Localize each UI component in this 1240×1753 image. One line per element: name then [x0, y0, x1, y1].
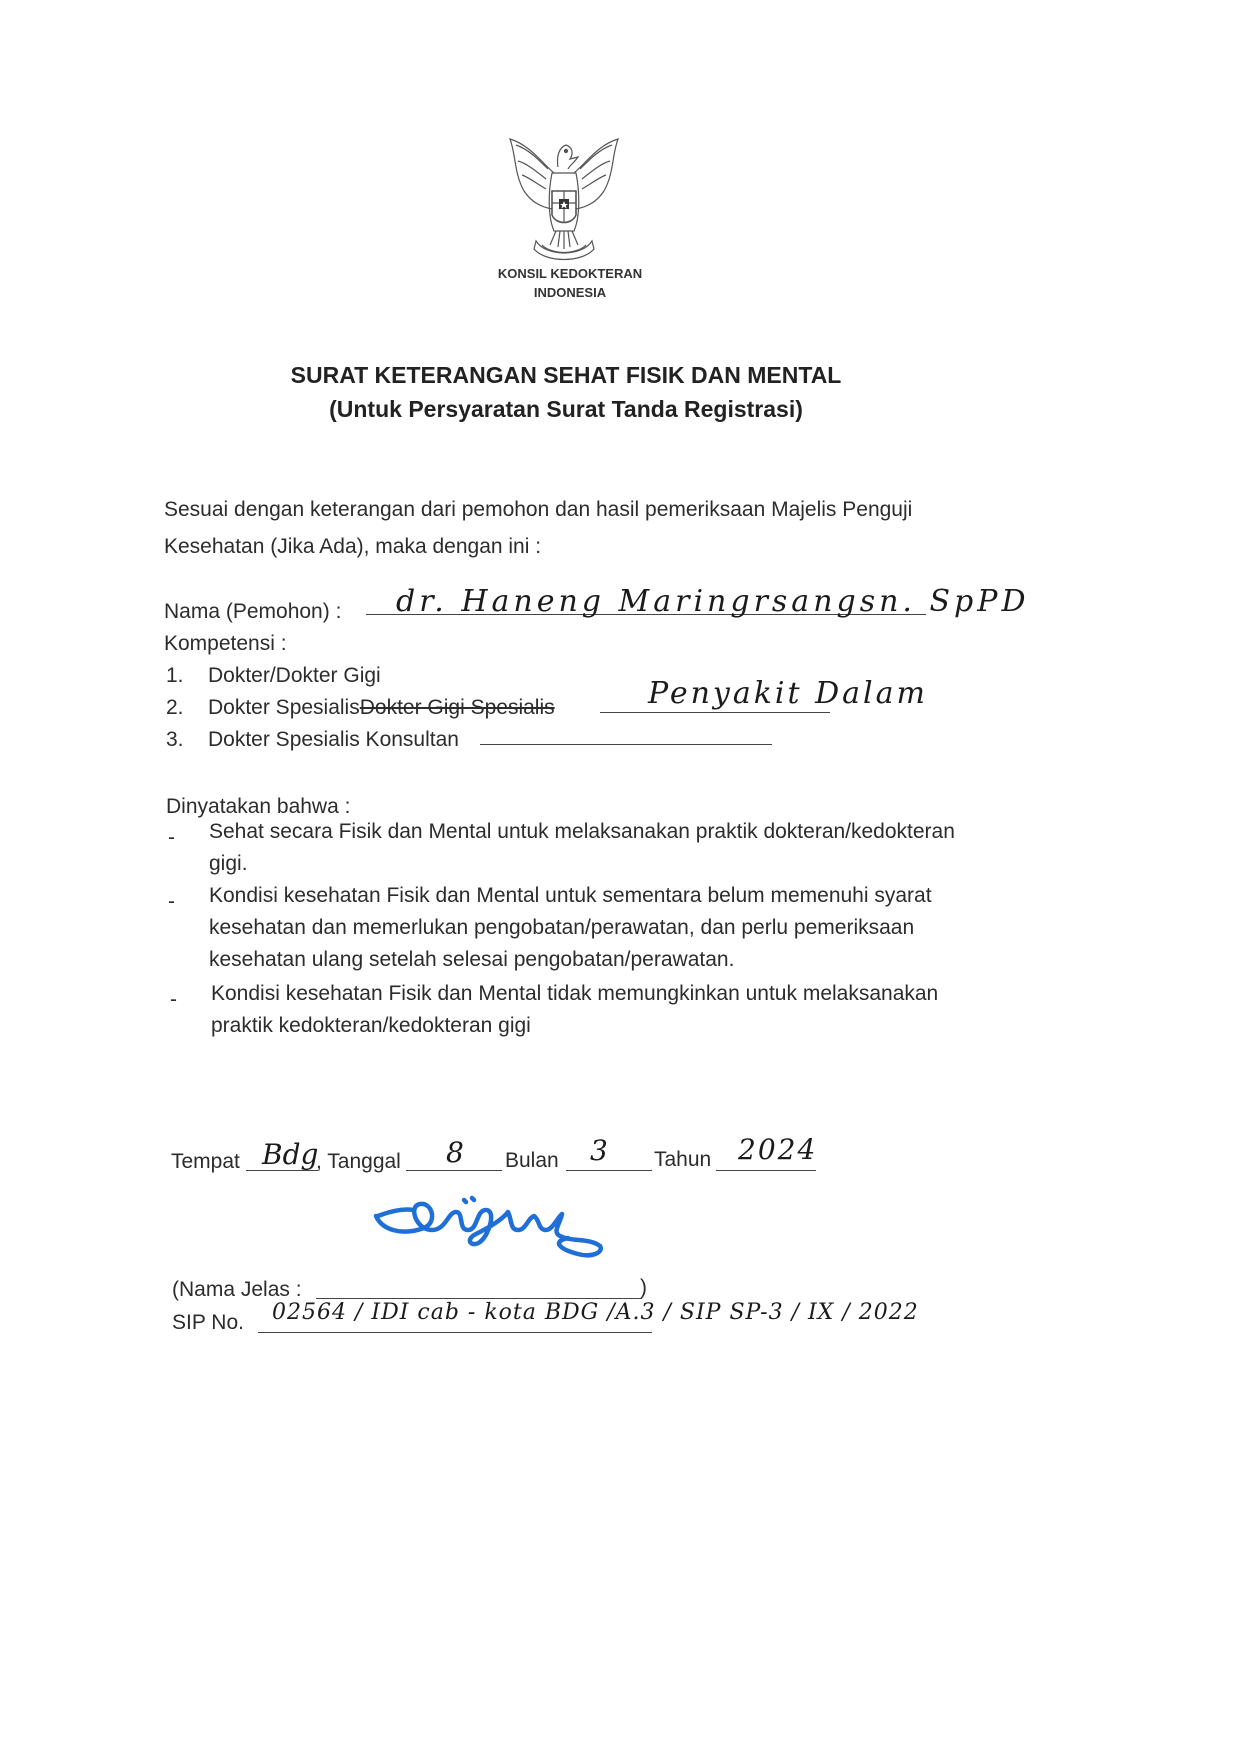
- statement-item-line: kesehatan ulang setelah selesai pengobatan/perawatan.: [209, 948, 735, 971]
- competence-item-number: 3.: [166, 728, 184, 751]
- competence-item-struck-text: Dokter Gigi Spesialis: [359, 696, 555, 719]
- statement-item-line: praktik kedokteran/kedokteran gigi: [211, 1014, 531, 1037]
- year-handwritten: 2024: [738, 1133, 818, 1166]
- org-name-line1: KONSIL KEDOKTERAN: [497, 266, 643, 281]
- org-name-line2: INDONESIA: [533, 285, 607, 300]
- statement-item-1: [209, 816, 989, 880]
- bullet-dash: -: [168, 890, 175, 913]
- statement-item-line: gigi.: [209, 852, 248, 875]
- statement-item-line: Kondisi kesehatan Fisik dan Mental tidak memungkinkan untuk melaksanakan: [211, 982, 939, 1005]
- bullet-dash: -: [170, 988, 177, 1011]
- year-underline: [716, 1170, 816, 1171]
- applicant-label: Nama (Pemohon) :: [164, 600, 342, 623]
- competence-item-text: Dokter Spesialis Konsultan: [208, 728, 459, 751]
- place-label: Tempat: [171, 1150, 240, 1173]
- sip-number-handwritten: 02564 / IDI cab - kota BDG /A.3 / SIP SP-3 / IX / 2022: [272, 1300, 919, 1325]
- month-handwritten: 3: [590, 1134, 608, 1167]
- competence-item-number: 2.: [166, 696, 184, 719]
- year-label: Tahun: [654, 1148, 712, 1171]
- sip-underline: [258, 1332, 652, 1333]
- competence-label: Kompetensi :: [164, 632, 287, 655]
- statement-item-line: Kondisi kesehatan Fisik dan Mental untuk sementara belum memenuhi syarat: [209, 884, 932, 907]
- statement-item-line: kesehatan dan memerlukan pengobatan/perawatan, dan perlu pemeriksaan: [209, 916, 915, 939]
- name-clear-close: ): [640, 1276, 647, 1299]
- statement-label: Dinyatakan bahwa :: [166, 795, 351, 818]
- date-label: , Tanggal: [316, 1150, 401, 1173]
- month-underline: [566, 1170, 652, 1171]
- document-title: SURAT KETERANGAN SEHAT FISIK DAN MENTAL: [290, 362, 842, 388]
- consultant-underline: [480, 744, 772, 745]
- specialty-underline: [600, 712, 830, 713]
- competence-item-1: [166, 659, 381, 693]
- date-underline: [406, 1170, 502, 1171]
- statement-item-3: [211, 978, 991, 1042]
- month-label: Bulan: [505, 1149, 559, 1172]
- competence-item-text: Dokter Spesialis: [208, 696, 360, 719]
- date-handwritten: 8: [446, 1136, 464, 1169]
- specialty-handwritten: Penyakit Dalam: [648, 676, 928, 711]
- name-clear-label: (Nama Jelas :: [172, 1278, 302, 1301]
- intro-line-2: Kesehatan (Jika Ada), maka dengan ini :: [164, 535, 542, 558]
- competence-item-text: Dokter/Dokter Gigi: [208, 664, 381, 687]
- intro-line-1: Sesuai dengan keterangan dari pemohon dan hasil pemeriksaan Majelis Penguji: [164, 498, 913, 521]
- competence-item-3: [166, 723, 459, 757]
- competence-item-2: [166, 691, 555, 725]
- sip-label: SIP No.: [172, 1311, 244, 1334]
- statement-item-line: Sehat secara Fisik dan Mental untuk melaksanakan praktik dokteran/kedokteran: [209, 820, 955, 843]
- document-subtitle: (Untuk Persyaratan Surat Tanda Registrasi): [329, 396, 803, 422]
- statement-item-2: [209, 880, 989, 976]
- bullet-dash: -: [168, 826, 175, 849]
- garuda-emblem-icon: [502, 133, 626, 269]
- name-clear-underline: [316, 1298, 642, 1299]
- competence-item-number: 1.: [166, 664, 184, 687]
- signature-icon: [372, 1190, 612, 1260]
- place-handwritten: Bdg: [262, 1138, 319, 1171]
- applicant-name-handwritten: dr. Haneng Maringrsangsn. SpPD: [396, 584, 1030, 619]
